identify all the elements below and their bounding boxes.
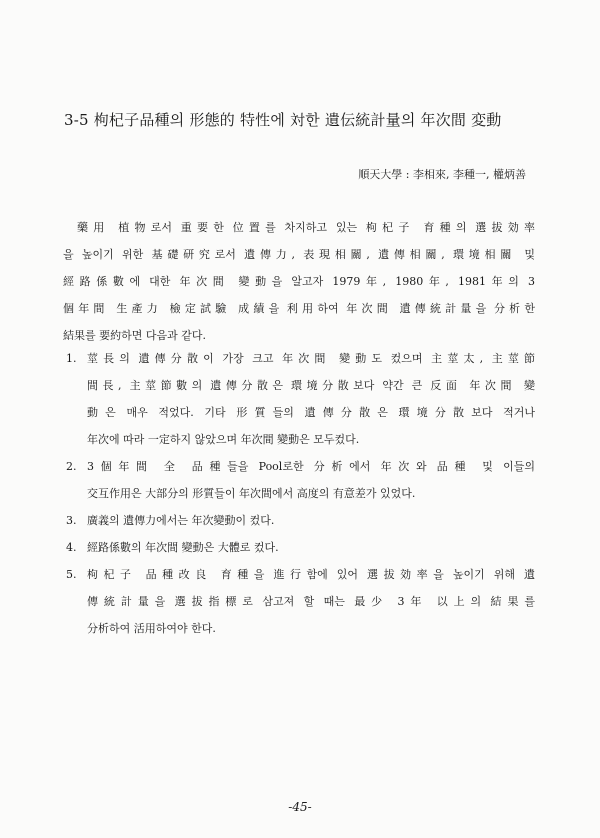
results-list [63, 345, 535, 642]
result-line: 廣義의 遺傳力에서는 年次變動이 컸다. [87, 514, 275, 527]
result-line: 3個年間 全 品種들을 Pool로한 分析에서 年次와 品種 및 이들의 [87, 460, 535, 473]
result-number: 2. [66, 460, 77, 473]
result-line: 枸杞子 品種改良 育種을 進行함에 있어 選拔効率을 높이기 위해 遺 [87, 568, 535, 581]
result-line: 年次에 따라 一定하지 않았으며 年次間 變動은 모두컸다. [87, 433, 360, 446]
intro-line: 藥用 植物로서 重要한 位置를 차지하고 있는 枸杞子 育種의 選拔効率 [77, 221, 535, 234]
intro-line: 結果를 要約하면 다음과 같다. [63, 329, 206, 342]
result-item-3 [63, 507, 535, 534]
intro-line: 經路係數에 대한 年次間 變動을 알고자 1979年, 1980年, 1981年의 3 [63, 275, 535, 288]
result-line: 交互作用은 大部分의 形質들이 年次間에서 高度의 有意差가 있었다. [87, 487, 416, 500]
result-line: 傳統計量을 選拔指標로 삼고져 할 때는 最少 3年 以上의 結果를 [87, 595, 535, 608]
result-number: 1. [66, 352, 77, 365]
intro-paragraph [63, 214, 535, 349]
result-line: 經路係數의 年次間 變動은 大體로 컸다. [87, 541, 279, 554]
result-line: 分析하여 活用하여야 한다. [87, 622, 216, 635]
result-number: 3. [66, 514, 77, 527]
result-item-5 [63, 561, 535, 642]
intro-line: 個年間 生產力 檢定試驗 成績을 利用하여 年次間 遺傳統計量을 分析한 [63, 302, 535, 315]
result-item-4 [63, 534, 535, 561]
result-item-2 [63, 453, 535, 507]
intro-line: 을 높이기 위한 基礎研究로서 遺傳力, 表現相關, 遺傳相關, 環境相關 및 [63, 248, 535, 261]
result-number: 4. [66, 541, 77, 554]
paper-title: 3-5 枸杞子品種의 形態的 特性에 対한 遺伝統計量의 年次間 変動 [64, 111, 502, 129]
page-number: -45- [288, 800, 312, 814]
result-number: 5. [66, 568, 77, 581]
result-line: 莖長의 遺傳分散이 가장 크고 年次間 變動도 컸으며 主莖太, 主莖節 [87, 352, 535, 365]
result-line: 動은 매우 적었다. 기타 形質들의 遺傳分散은 環境分散보다 적거나 [87, 406, 535, 419]
author-affiliation: 順天大學 : 李相來, 李種一, 權炳善 [358, 168, 526, 181]
result-item-1 [63, 345, 535, 453]
result-line: 間長, 主莖節數의 遺傳分散은 環境分散보다 약간 큰 反面 年次間 變 [87, 379, 535, 392]
